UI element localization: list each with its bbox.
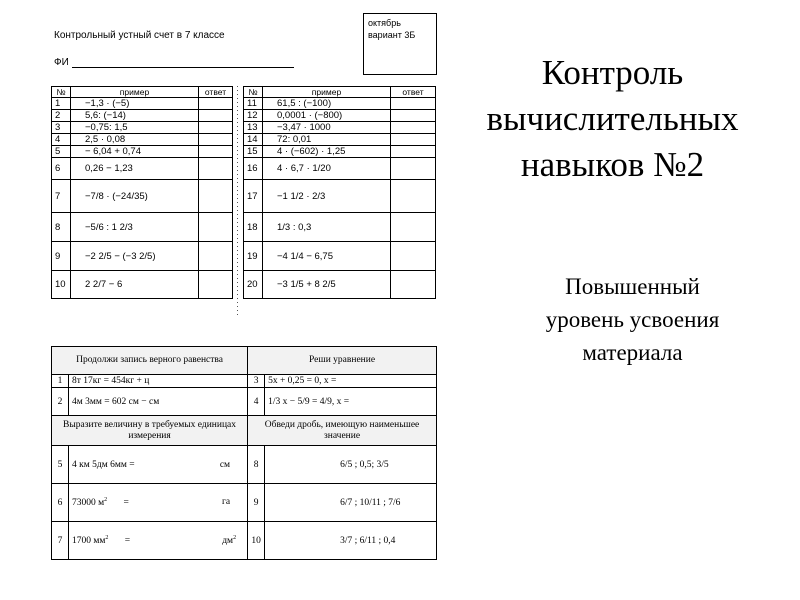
answer-cell[interactable] xyxy=(391,180,436,213)
table-row xyxy=(52,522,437,560)
answer-cell[interactable] xyxy=(391,271,436,299)
equals-sign: = xyxy=(123,498,129,509)
exercise-number: 14 xyxy=(244,134,263,146)
exercises-table-left xyxy=(51,86,233,299)
answer-cell[interactable] xyxy=(391,98,436,110)
table-row xyxy=(52,180,233,213)
name-field-label: ФИ xyxy=(54,57,69,68)
exercise-number: 7 xyxy=(52,180,71,213)
answer-cell[interactable] xyxy=(199,98,233,110)
task-quantity: 1700 мм xyxy=(72,536,106,547)
task-number: 7 xyxy=(52,522,69,560)
exercise-number: 1 xyxy=(52,98,71,110)
answer-cell[interactable] xyxy=(391,122,436,134)
exercise-number: 19 xyxy=(244,242,263,271)
variant-number: вариант 3Б xyxy=(368,30,416,40)
task-unit: см xyxy=(219,459,231,470)
task-text: 5x + 0,25 = 0, x = xyxy=(265,375,437,388)
exercise-number: 6 xyxy=(52,158,71,180)
exercise-number: 9 xyxy=(52,242,71,271)
task-number: 5 xyxy=(52,446,69,484)
task-text: 6/5 ; 0,5; 3/5 xyxy=(265,446,437,484)
task-number: 8 xyxy=(248,446,265,484)
exercise-expression: 72: 0,01 xyxy=(263,134,391,146)
task-unit-text: дм xyxy=(222,536,234,547)
answer-cell[interactable] xyxy=(199,158,233,180)
table-row xyxy=(52,122,233,134)
slide-subtitle-line: Повышенный xyxy=(565,274,700,299)
task-number: 10 xyxy=(248,522,265,560)
superscript: 2 xyxy=(105,534,109,541)
table-row xyxy=(52,446,437,484)
table-row xyxy=(52,375,437,388)
name-field-line xyxy=(72,67,294,68)
task-text: 3/7 ; 6/11 ; 0,4 xyxy=(265,522,437,560)
table-row xyxy=(52,242,233,271)
exercise-expression: −2 2/5 − (−3 2/5) xyxy=(71,242,199,271)
slide-title-line: вычислительных xyxy=(486,99,739,138)
answer-cell[interactable] xyxy=(199,271,233,299)
section-equation: Реши уравнение xyxy=(248,347,437,375)
task-number: 9 xyxy=(248,484,265,522)
exercise-number: 2 xyxy=(52,110,71,122)
exercise-number: 13 xyxy=(244,122,263,134)
col-header-num: № xyxy=(52,87,71,98)
task-number: 2 xyxy=(52,388,69,416)
task-quantity: 73000 м xyxy=(72,498,105,509)
answer-cell[interactable] xyxy=(391,242,436,271)
variant-month: октябрь xyxy=(368,18,401,28)
col-header-example: пример xyxy=(71,87,199,98)
task-text: 4м 3мм = 602 см − см xyxy=(69,388,248,416)
table-row xyxy=(244,271,436,299)
task-unit: га xyxy=(221,496,231,507)
section-header-row xyxy=(52,347,437,375)
superscript: 2 xyxy=(104,496,108,503)
worksheet-title: Контрольный устный счет в 7 классе xyxy=(54,30,225,41)
slide-title xyxy=(450,50,775,188)
answer-cell[interactable] xyxy=(199,146,233,158)
table-row xyxy=(244,110,436,122)
col-header-answer: ответ xyxy=(199,87,233,98)
answer-cell[interactable] xyxy=(199,110,233,122)
exercise-expression: −1 1/2 · 2/3 xyxy=(263,180,391,213)
table-row xyxy=(244,146,436,158)
exercise-expression: 4 · 6,7 · 1/20 xyxy=(263,158,391,180)
exercise-number: 20 xyxy=(244,271,263,299)
exercise-expression: 4 · (−602) · 1,25 xyxy=(263,146,391,158)
exercise-number: 3 xyxy=(52,122,71,134)
answer-cell[interactable] xyxy=(199,242,233,271)
exercise-number: 15 xyxy=(244,146,263,158)
exercise-number: 12 xyxy=(244,110,263,122)
table-row xyxy=(244,134,436,146)
tasks-table xyxy=(51,346,437,560)
answer-cell[interactable] xyxy=(391,158,436,180)
table-row xyxy=(244,213,436,242)
task-number: 1 xyxy=(52,375,69,388)
answer-cell[interactable] xyxy=(391,146,436,158)
exercise-expression: −4 1/4 − 6,75 xyxy=(263,242,391,271)
exercise-number: 18 xyxy=(244,213,263,242)
exercise-expression: 1/3 : 0,3 xyxy=(263,213,391,242)
table-row xyxy=(244,180,436,213)
table-row xyxy=(52,271,233,299)
table-row xyxy=(52,146,233,158)
section-equality: Продолжи запись верного равенства xyxy=(52,347,248,375)
table-row xyxy=(52,213,233,242)
section-units: Выразите величину в требуемых единицах измерения xyxy=(52,416,248,446)
exercise-expression: −5/6 : 1 2/3 xyxy=(71,213,199,242)
task-quantity: 4 км 5дм 6мм = xyxy=(72,459,135,470)
section-header-row xyxy=(52,416,437,446)
exercise-expression: 0,0001 · (−800) xyxy=(263,110,391,122)
table-row xyxy=(52,98,233,110)
task-text: 8т 17кг = 454кг + ц xyxy=(69,375,248,388)
task-number: 6 xyxy=(52,484,69,522)
answer-cell[interactable] xyxy=(199,180,233,213)
exercise-expression: −3 1/5 + 8 2/5 xyxy=(263,271,391,299)
exercise-number: 11 xyxy=(244,98,263,110)
table-row xyxy=(244,98,436,110)
exercise-expression: −0,75: 1,5 xyxy=(71,122,199,134)
section-min-fraction: Обведи дробь, имеющую наименьшее значение xyxy=(248,416,437,446)
task-text xyxy=(69,522,248,560)
table-row xyxy=(244,158,436,180)
exercise-number: 8 xyxy=(52,213,71,242)
answer-cell[interactable] xyxy=(391,213,436,242)
variant-box xyxy=(363,13,437,75)
table-row xyxy=(52,134,233,146)
exercise-number: 4 xyxy=(52,134,71,146)
table-row xyxy=(52,158,233,180)
exercise-number: 16 xyxy=(244,158,263,180)
task-text: 1/3 x − 5/9 = 4/9, x = xyxy=(265,388,437,416)
table-header-row xyxy=(244,87,436,98)
dotted-separator xyxy=(233,86,243,318)
task-number: 3 xyxy=(248,375,265,388)
table-row xyxy=(52,484,437,522)
exercise-expression: 61,5 : (−100) xyxy=(263,98,391,110)
exercise-expression: 5,6: (−14) xyxy=(71,110,199,122)
table-row xyxy=(52,110,233,122)
task-number: 4 xyxy=(248,388,265,416)
col-header-example: пример xyxy=(263,87,391,98)
slide-subtitle xyxy=(490,270,775,369)
col-header-answer: ответ xyxy=(391,87,436,98)
slide-subtitle-line: уровень усвоения xyxy=(545,307,720,332)
answer-cell[interactable] xyxy=(391,110,436,122)
answer-cell[interactable] xyxy=(199,213,233,242)
exercise-expression: −3,47 · 1000 xyxy=(263,122,391,134)
table-header-row xyxy=(52,87,233,98)
equals-sign: = xyxy=(124,536,131,547)
exercise-expression: −7/8 · (−24/35) xyxy=(71,180,199,213)
answer-cell[interactable] xyxy=(391,134,436,146)
task-unit xyxy=(222,535,236,546)
superscript: 2 xyxy=(233,534,237,541)
exercise-expression: − 6,04 + 0,74 xyxy=(71,146,199,158)
slide-title-line: Контроль xyxy=(541,53,684,92)
exercise-number: 5 xyxy=(52,146,71,158)
exercises-table-right xyxy=(243,86,436,299)
exercise-expression: 0,26 − 1,23 xyxy=(71,158,199,180)
exercise-expression: −1,3 · (−5) xyxy=(71,98,199,110)
exercise-number: 17 xyxy=(244,180,263,213)
table-row xyxy=(52,388,437,416)
slide-subtitle-line: материала xyxy=(582,340,683,365)
answer-cell[interactable] xyxy=(199,134,233,146)
exercise-expression: 2 2/7 − 6 xyxy=(71,271,199,299)
col-header-num: № xyxy=(244,87,263,98)
exercise-expression: 2,5 · 0,08 xyxy=(71,134,199,146)
table-row xyxy=(244,122,436,134)
task-text: 6/7 ; 10/11 ; 7/6 xyxy=(265,484,437,522)
table-row xyxy=(244,242,436,271)
answer-cell[interactable] xyxy=(199,122,233,134)
task-text xyxy=(69,446,248,484)
slide-title-line: навыков №2 xyxy=(520,145,705,184)
task-text xyxy=(69,484,248,522)
exercise-number: 10 xyxy=(52,271,71,299)
